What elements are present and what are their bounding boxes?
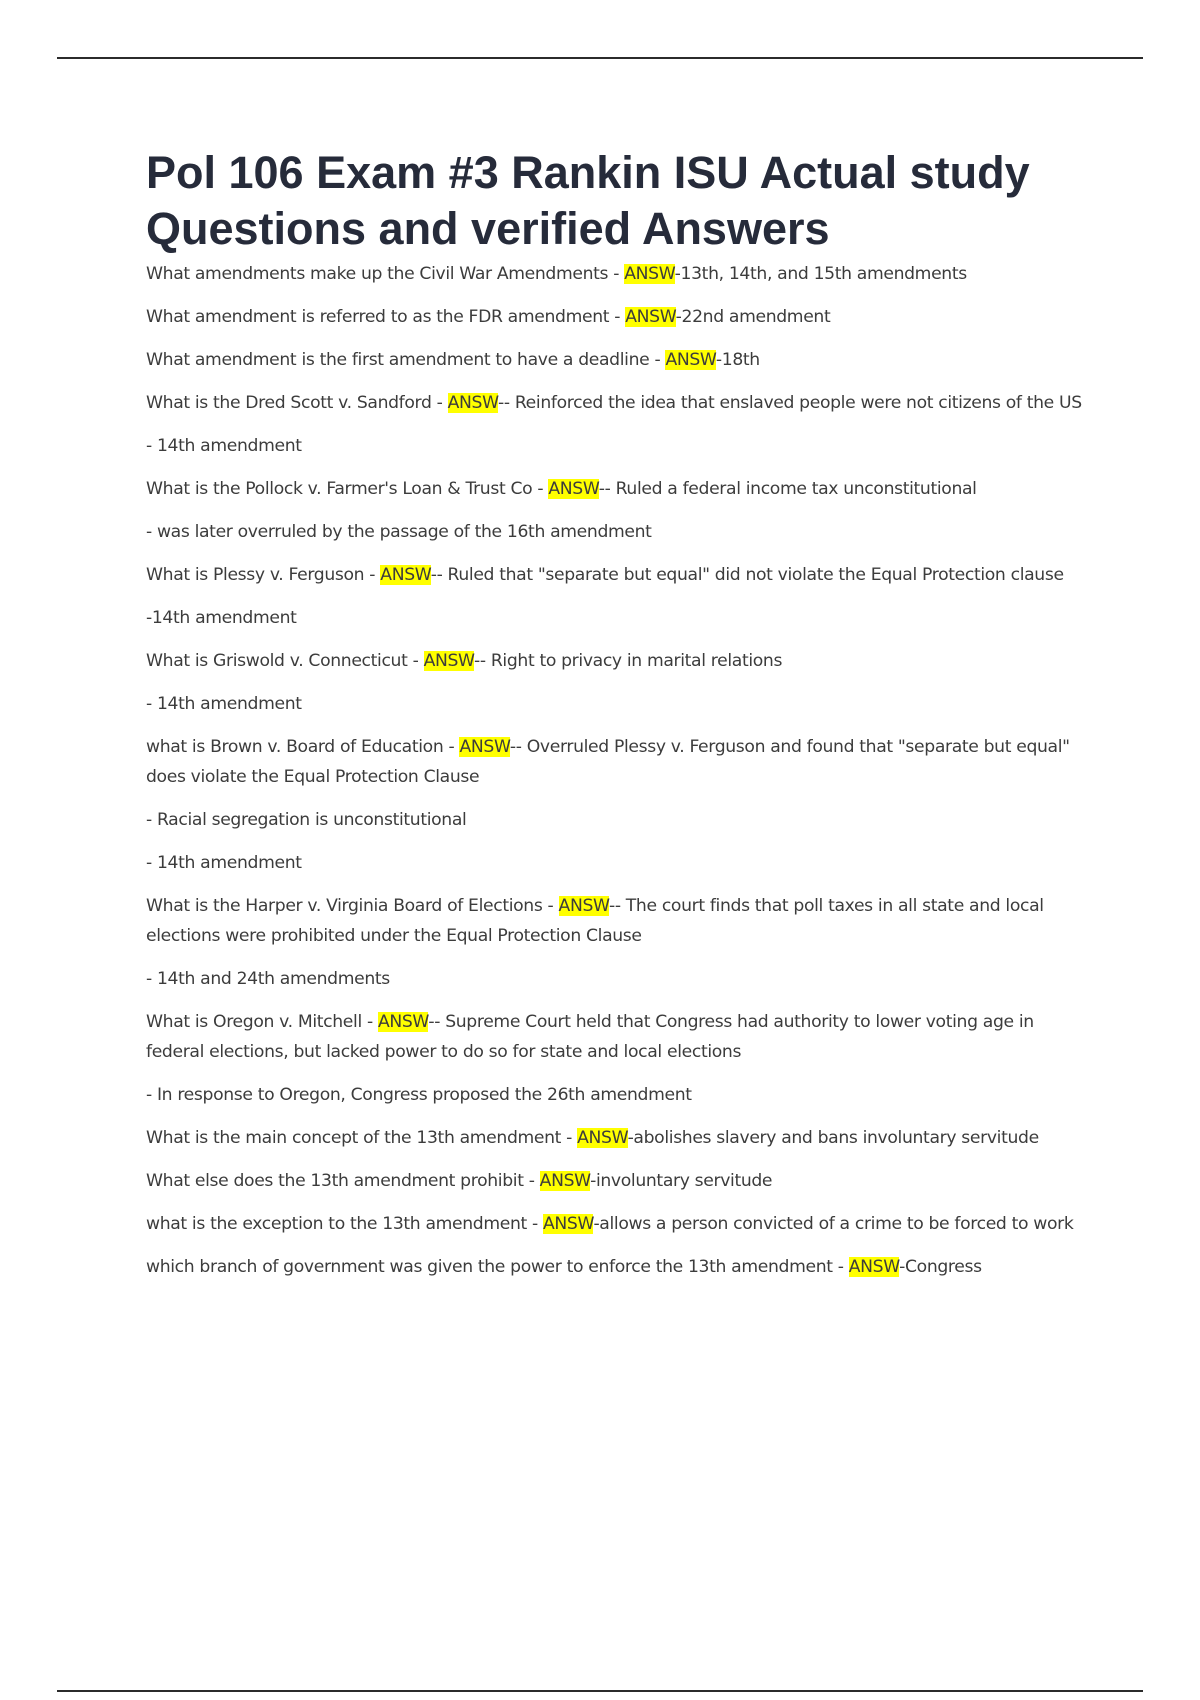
answer-text: -involuntary servitude <box>590 1171 773 1191</box>
question-text: which branch of government was given the power to enforce the 13th amendment - <box>146 1257 849 1277</box>
qa-paragraph <box>146 1123 1092 1153</box>
answer-text: -- Ruled that "separate but equal" did not violate the Equal Protection clause <box>430 565 1064 585</box>
qa-paragraph <box>146 474 1092 504</box>
qa-paragraph <box>146 1007 1092 1067</box>
answer-tag-highlight: ANSW <box>625 307 676 327</box>
question-text: What is the Pollock v. Farmer's Loan & Trust Co - <box>146 479 549 499</box>
answer-tag-highlight: ANSW <box>665 350 716 370</box>
answer-text: -13th, 14th, and 15th amendments <box>674 264 967 284</box>
note-paragraph: - was later overruled by the passage of the 16th amendment <box>146 522 652 542</box>
qa-paragraph <box>146 1166 1092 1196</box>
note-paragraph: - Racial segregation is unconstitutional <box>146 810 467 830</box>
qa-paragraph <box>146 345 1092 375</box>
answer-text: -- The court finds that poll taxes in all state and local elections were prohibited under the Equal Protection Clause <box>146 896 1044 946</box>
question-text: What is Oregon v. Mitchell - <box>146 1012 378 1032</box>
answer-text: -- Reinforced the idea that enslaved people were not citizens of the US <box>498 393 1082 413</box>
note-paragraph: - In response to Oregon, Congress proposed the 26th amendment <box>146 1085 692 1105</box>
qa-paragraph <box>146 259 1092 289</box>
qa-paragraph <box>146 560 1092 590</box>
note-paragraph: - 14th and 24th amendments <box>146 969 390 989</box>
answer-text: -Congress <box>899 1257 982 1277</box>
answer-text: -18th <box>715 350 760 370</box>
answer-tag-highlight: ANSW <box>848 1257 900 1277</box>
answer-tag-highlight: ANSW <box>423 651 475 671</box>
answer-tag-highlight: ANSW <box>377 1012 429 1032</box>
question-text: What is the Harper v. Virginia Board of Elections - <box>146 896 559 916</box>
question-text: What is Griswold v. Connecticut - <box>146 651 424 671</box>
answer-text: -allows a person convicted of a crime to be forced to work <box>593 1214 1074 1234</box>
answer-tag-highlight: ANSW <box>447 393 499 413</box>
qa-paragraph <box>146 302 1092 332</box>
answer-tag-highlight: ANSW <box>577 1128 628 1148</box>
question-text: What amendments make up the Civil War Amendments - <box>146 264 625 284</box>
answer-text: -- Supreme Court held that Congress had authority to lower voting age in federal elections, but lacked power to do so for state and local elections <box>146 1012 1034 1062</box>
document-title: Pol 106 Exam #3 Rankin ISU Actual study Questions and verified Answers <box>146 147 1030 254</box>
answer-tag-highlight: ANSW <box>543 1214 594 1234</box>
answer-text: -22nd amendment <box>675 307 831 327</box>
qa-paragraph <box>146 646 1092 676</box>
question-text: What amendment is referred to as the FDR amendment - <box>146 307 626 327</box>
question-text: What is Plessy v. Ferguson - <box>146 565 381 585</box>
question-text: What is the Dred Scott v. Sandford - <box>146 393 448 413</box>
answer-tag-highlight: ANSW <box>624 264 675 284</box>
note-paragraph: - 14th amendment <box>146 694 302 714</box>
question-text: What else does the 13th amendment prohibit - <box>146 1171 540 1191</box>
answer-tag-highlight: ANSW <box>558 896 609 916</box>
answer-text: -- Right to privacy in marital relations <box>474 651 783 671</box>
note-paragraph: -14th amendment <box>146 608 297 628</box>
note-paragraph: - 14th amendment <box>146 853 302 873</box>
qa-paragraph <box>146 1252 1092 1282</box>
question-text: What amendment is the first amendment to have a deadline - <box>146 350 666 370</box>
footer-rule <box>57 1690 1143 1692</box>
note-paragraph: - 14th amendment <box>146 436 302 456</box>
qa-paragraph <box>146 891 1092 951</box>
answer-text: -- Ruled a federal income tax unconstitutional <box>598 479 977 499</box>
document-body <box>146 145 1092 1295</box>
qa-paragraph <box>146 732 1092 792</box>
qa-paragraph <box>146 1209 1092 1239</box>
answer-tag-highlight: ANSW <box>459 737 510 757</box>
question-text: What is the main concept of the 13th amendment - <box>146 1128 578 1148</box>
answer-text: -abolishes slavery and bans involuntary servitude <box>627 1128 1039 1148</box>
question-text: what is the exception to the 13th amendment - <box>146 1214 543 1234</box>
qa-paragraph <box>146 388 1092 418</box>
answer-tag-highlight: ANSW <box>548 479 599 499</box>
question-text: what is Brown v. Board of Education - <box>146 737 460 757</box>
answer-tag-highlight: ANSW <box>539 1171 591 1191</box>
header-rule <box>57 57 1143 59</box>
answer-text: -- Overruled Plessy v. Ferguson and found that "separate but equal" does violate the Equal Protection Clause <box>146 737 1070 787</box>
answer-tag-highlight: ANSW <box>380 565 431 585</box>
